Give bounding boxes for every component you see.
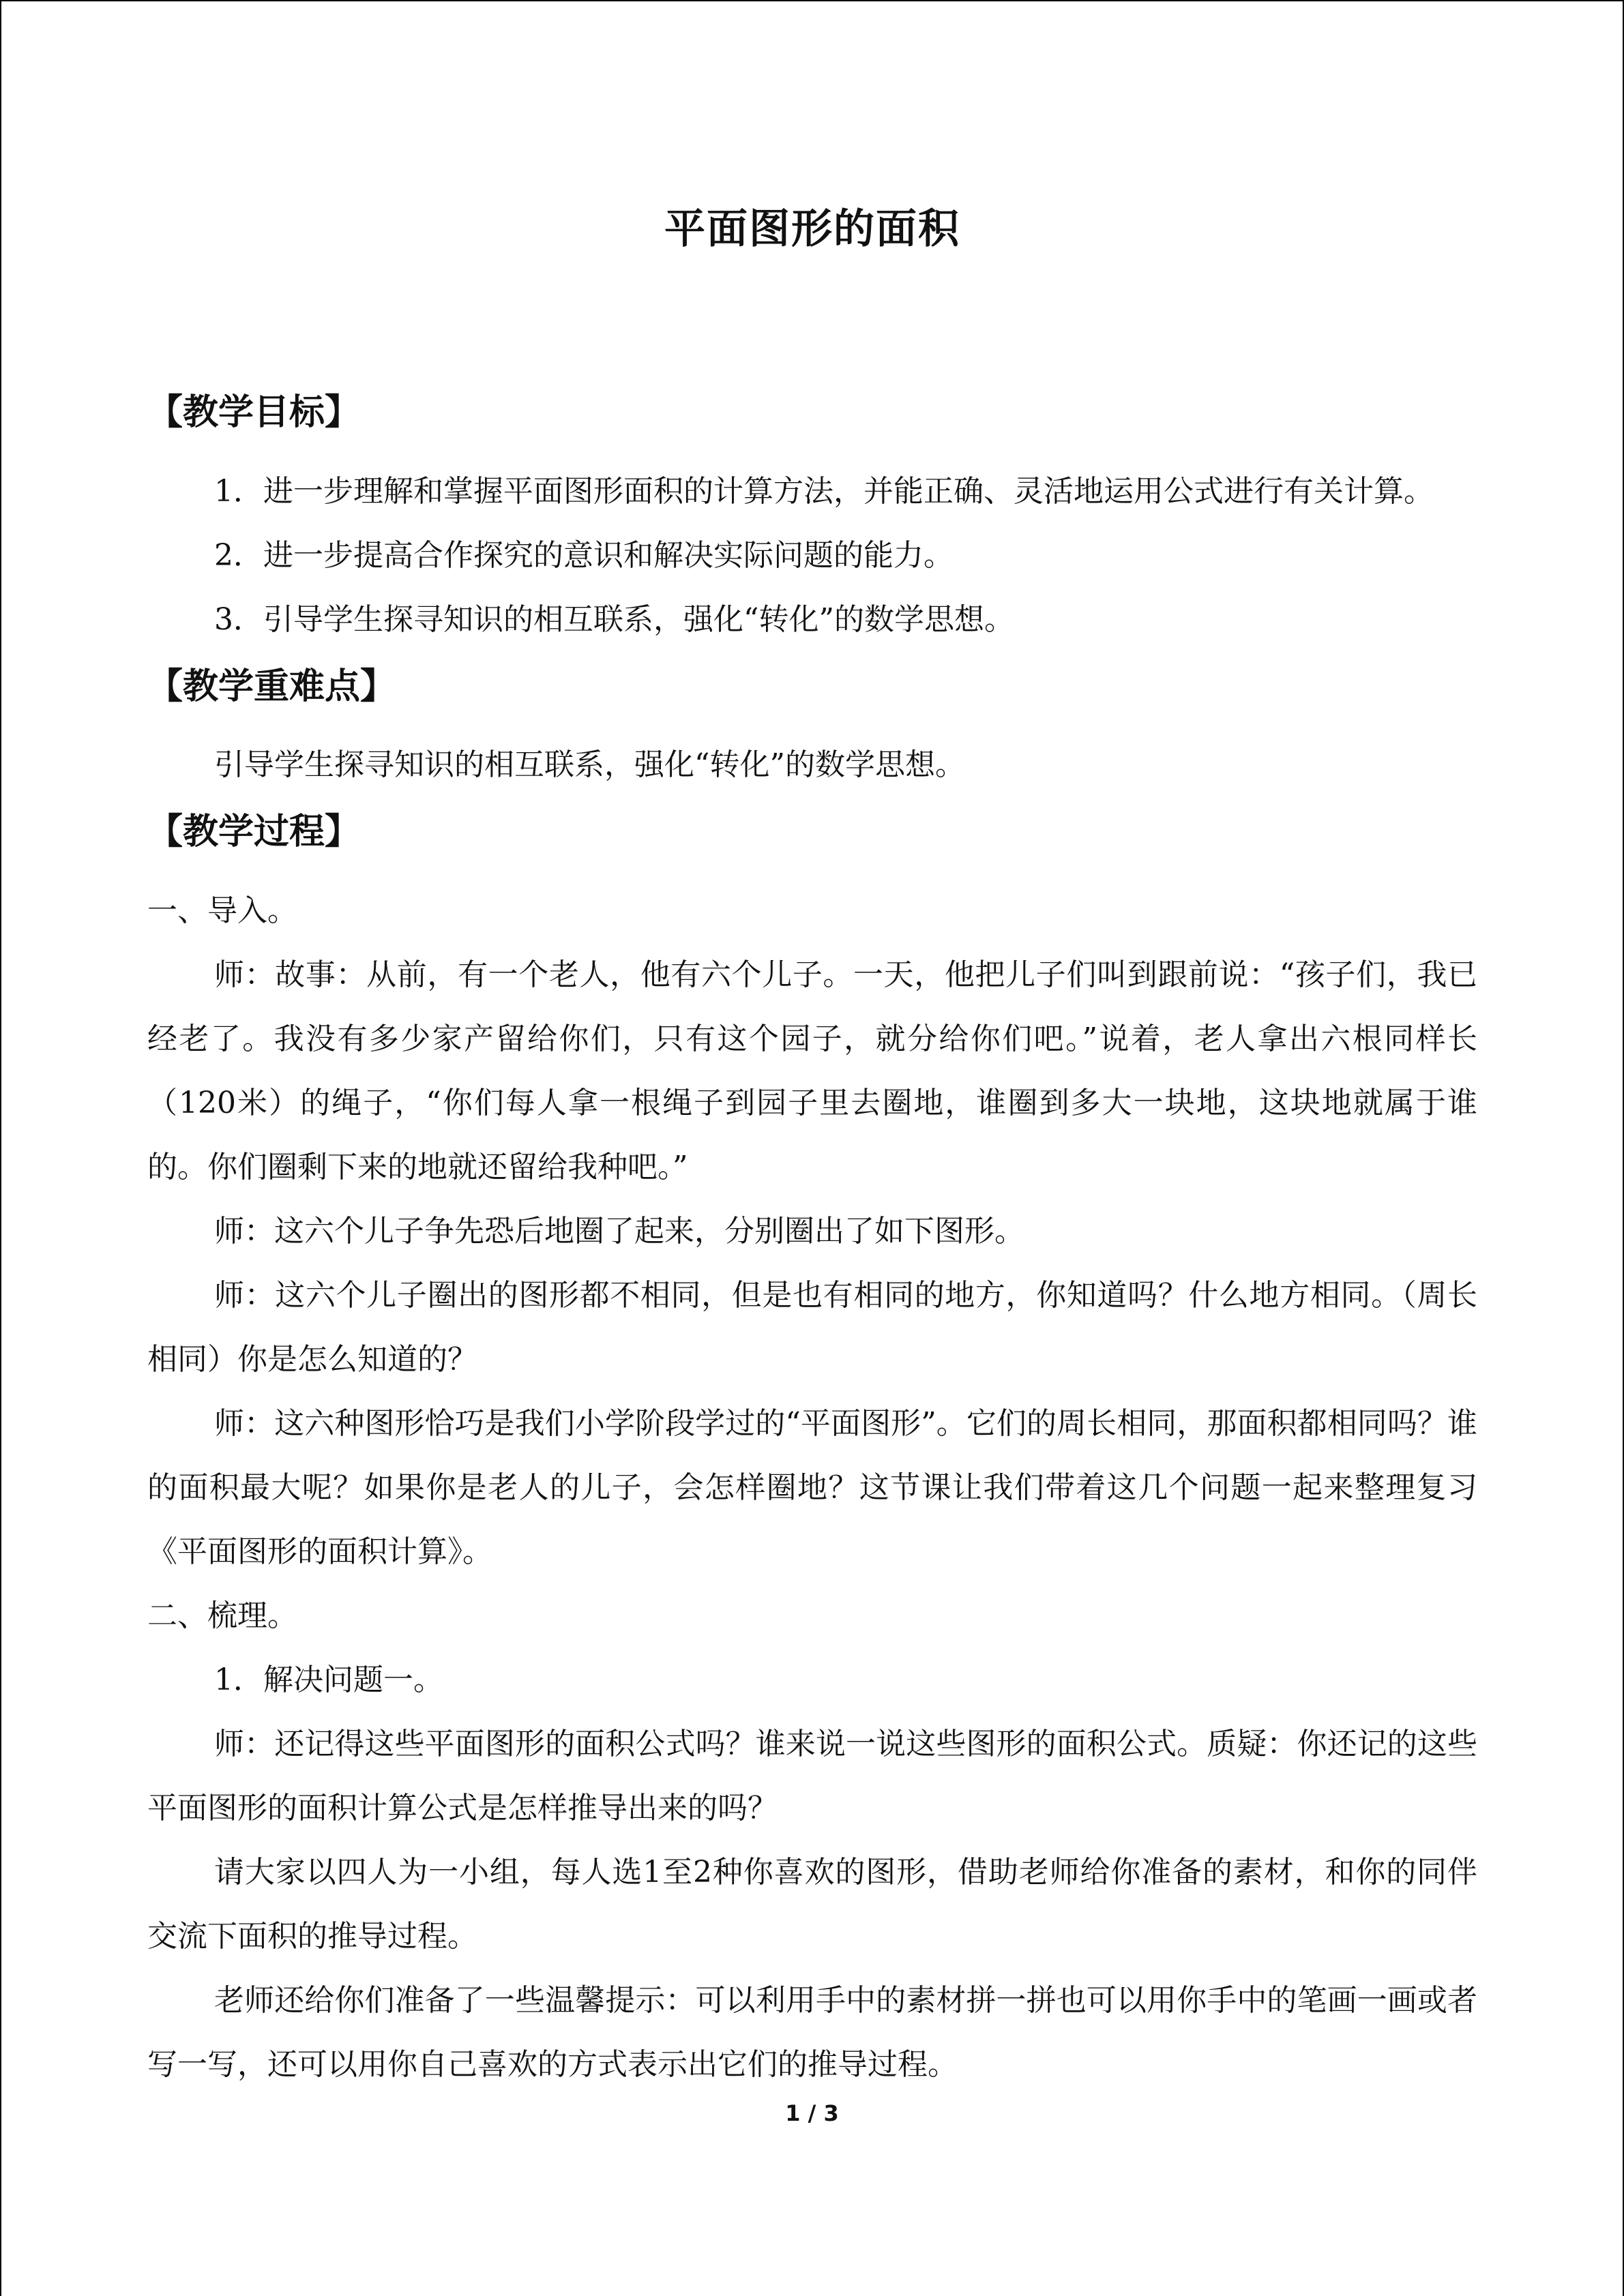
document-title: 平面图形的面积: [664, 205, 960, 253]
section-heading-process: 【教学过程】: [147, 811, 361, 853]
key-points-text: 引导学生探寻知识的相互联系，强化“转化”的数学思想。: [214, 747, 965, 783]
part2-title: 二、梳理。: [147, 1598, 297, 1633]
part2-paragraph: 师：还记得这些平面图形的面积公式吗？谁来说一说这些图形的面积公式。质疑：你还记的这些平面图形的面积计算公式是怎样推导出来的吗？: [147, 1726, 1477, 1825]
part1-paragraph: 师：这六个儿子圈出的图形都不相同，但是也有相同的地方，你知道吗？什么地方相同。（周长相同）你是怎么知道的？: [147, 1277, 1477, 1377]
part2-subtitle: 1．解决问题一。: [214, 1662, 443, 1697]
section-heading-objectives: 【教学目标】: [147, 392, 361, 433]
objective-item-2: 2．进一步提高合作探究的意识和解决实际问题的能力。: [214, 537, 954, 573]
document-body: [147, 205, 1477, 2097]
part2-paragraph: 老师还给你们准备了一些温馨提示：可以利用手中的素材拼一拼也可以用你手中的笔画一画或者写一写，还可以用你自己喜欢的方式表示出它们的推导过程。: [147, 1982, 1477, 2082]
objective-item-3: 3．引导学生探寻知识的相互联系，强化“转化”的数学思想。: [214, 601, 1014, 637]
part2-paragraph: 请大家以四人为一小组，每人选1至2种你喜欢的图形，借助老师给你准备的素材，和你的同伴交流下面积的推导过程。: [147, 1854, 1477, 1954]
part1-paragraph: 师：这六个儿子争先恐后地圈了起来，分别圈出了如下图形。: [214, 1213, 1024, 1249]
part1-title: 一、导入。: [147, 893, 297, 928]
objective-item-1: 1．进一步理解和掌握平面图形面积的计算方法，并能正确、灵活地运用公式进行有关计算。: [214, 473, 1434, 509]
section-heading-key-points: 【教学重难点】: [147, 666, 396, 707]
part1-paragraph: 师：故事：从前，有一个老人，他有六个儿子。一天，他把儿子们叫到跟前说：“孩子们，我已经老了。我没有多少家产留给你们，只有这个园子，就分给你们吧。”说着，老人拿出六根同样长（120米）的绳子，“你们每人拿一根绳子到园子里去圈地，谁圈到多大一块地，这块地就属于谁的。你们圈剩下来的地就还留给我种吧。”: [147, 957, 1477, 1184]
page-number: 1 / 3: [785, 2100, 839, 2126]
part1-paragraph: 师：这六种图形恰巧是我们小学阶段学过的“平面图形”。它们的周长相同，那面积都相同吗？谁的面积最大呢？如果你是老人的儿子，会怎样圈地？这节课让我们带着这几个问题一起来整理复习《平面图形的面积计算》。: [147, 1405, 1477, 1569]
